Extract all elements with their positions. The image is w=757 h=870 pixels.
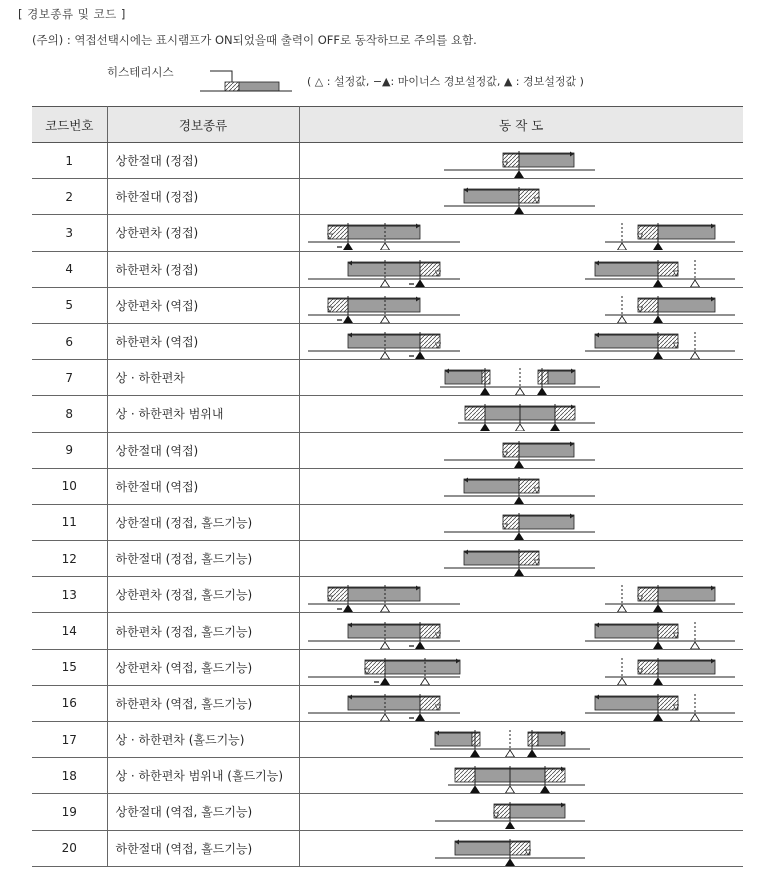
diagram-cell [299,830,743,866]
set-value-triangle-icon [380,243,389,250]
alarm-set-triangle-icon [505,822,514,829]
minus-alarm-set-triangle-icon [415,714,424,721]
alarm-set-triangle-icon [514,171,523,178]
output-on-band [348,624,420,638]
set-value-triangle-icon [380,642,389,649]
minus-alarm-set-triangle-icon [343,605,352,612]
code-cell: 19 [32,794,107,830]
operation-diagram [300,179,744,214]
diagram-cell [299,685,743,721]
alarm-set-triangle-icon [653,243,662,250]
output-on-band [595,262,658,276]
set-value-triangle-icon [690,642,699,649]
header-operation-diagram: 동 작 도 [299,107,743,143]
table-row [32,396,743,432]
operation-diagram [300,758,744,793]
output-on-band [658,298,715,312]
set-value-triangle-icon [690,714,699,721]
table-row [32,323,743,359]
operation-diagram [300,541,744,576]
alarm-type-cell: 상 · 하한편차 [107,360,299,396]
diagram-cell [299,468,743,504]
output-on-band [464,479,519,493]
operation-diagram [300,686,744,721]
table-row [32,251,743,287]
table-row [32,504,743,540]
code-cell: 18 [32,758,107,794]
diagram-cell [299,396,743,432]
set-value-triangle-icon [617,243,626,250]
table-row [32,432,743,468]
alarm-code-table [32,106,743,867]
hysteresis-sample-diagram [0,0,300,100]
set-value-triangle-icon [690,280,699,287]
set-value-triangle-icon [515,388,524,395]
hysteresis-band [465,406,485,420]
alarm-set-triangle-icon [480,388,489,395]
hysteresis-band [455,768,475,782]
operation-diagram [300,505,744,540]
alarm-set-triangle-icon [653,714,662,721]
output-on-band [464,551,519,565]
alarm-type-cell: 하한절대 (정접) [107,179,299,215]
alarm-set-triangle-icon [514,533,523,540]
alarm-type-cell: 하한편차 (정접) [107,251,299,287]
diagram-cell [299,504,743,540]
alarm-type-cell: 상한절대 (정접) [107,143,299,179]
alarm-set-triangle-icon [470,750,479,757]
set-value-triangle-icon [505,750,514,757]
set-value-triangle-icon [505,786,514,793]
alarm-type-cell: 하한편차 (정접, 홀드기능) [107,613,299,649]
minus-alarm-set-triangle-icon [415,280,424,287]
alarm-type-cell: 상 · 하한편차 범위내 (홀드기능) [107,758,299,794]
table-row [32,685,743,721]
operation-diagram [300,396,744,431]
table-row [32,143,743,179]
operation-diagram [300,614,744,649]
output-on-band [510,804,565,818]
code-cell: 13 [32,577,107,613]
alarm-set-triangle-icon [550,424,559,431]
diagram-cell [299,541,743,577]
minus-alarm-set-triangle-icon [415,352,424,359]
alarm-set-triangle-icon [653,678,662,685]
output-on-band [348,298,420,312]
diagram-cell [299,577,743,613]
operation-diagram [300,433,744,468]
code-cell: 12 [32,541,107,577]
alarm-set-triangle-icon [653,352,662,359]
code-cell: 10 [32,468,107,504]
alarm-type-cell: 하한편차 (역접, 홀드기능) [107,685,299,721]
alarm-set-triangle-icon [514,497,523,504]
code-cell: 2 [32,179,107,215]
output-on-band [538,732,565,746]
set-value-triangle-icon [617,678,626,685]
alarm-set-triangle-icon [514,569,523,576]
table-row [32,649,743,685]
diagram-cell [299,613,743,649]
diagram-cell [299,722,743,758]
operation-diagram [300,215,744,250]
output-on-band [658,660,715,674]
alarm-set-triangle-icon [540,786,549,793]
operation-diagram [300,252,744,287]
diagram-cell [299,323,743,359]
set-value-triangle-icon [380,714,389,721]
alarm-set-triangle-icon [653,316,662,323]
alarm-set-triangle-icon [514,207,523,214]
output-on-band [348,587,420,601]
output-on-band [445,370,482,384]
set-value-triangle-icon [380,316,389,323]
set-value-triangle-icon [690,352,699,359]
alarm-type-cell: 상한절대 (역접, 홀드기능) [107,794,299,830]
hysteresis-band [538,370,548,384]
alarm-type-cell: 하한절대 (역접) [107,468,299,504]
operation-diagram [300,831,744,866]
diagram-cell [299,179,743,215]
code-cell: 11 [32,504,107,540]
code-cell: 6 [32,323,107,359]
output-on-band [348,696,420,710]
table-row [32,722,743,758]
output-on-band [519,153,574,167]
alarm-set-triangle-icon [537,388,546,395]
alarm-type-cell: 상한편차 (역접, 홀드기능) [107,649,299,685]
operation-diagram [300,650,744,685]
hysteresis-band [528,732,538,746]
table-row [32,360,743,396]
diagram-cell [299,287,743,323]
alarm-type-cell: 상한절대 (역접) [107,432,299,468]
code-cell: 9 [32,432,107,468]
alarm-set-triangle-icon [653,642,662,649]
output-on-band [595,624,658,638]
table-row [32,468,743,504]
code-cell: 14 [32,613,107,649]
legend: ( △ : 설정값, −▲: 마이너스 경보설정값, ▲ : 경보설정값 ) [307,75,584,88]
caution-note: (주의) : 역접선택시에는 표시램프가 ON되었을때 출력이 OFF로 동작하므로 주의를 요함. [32,33,477,47]
code-cell: 17 [32,722,107,758]
alarm-set-triangle-icon [653,280,662,287]
code-cell: 4 [32,251,107,287]
output-on-band [595,334,658,348]
output-on-band [519,443,574,457]
minus-alarm-set-triangle-icon [343,316,352,323]
minus-alarm-set-triangle-icon [343,243,352,250]
set-value-triangle-icon [380,280,389,287]
hysteresis-band [482,370,490,384]
minus-alarm-set-triangle-icon [415,642,424,649]
code-cell: 7 [32,360,107,396]
table-row [32,577,743,613]
table-row [32,541,743,577]
alarm-type-cell: 상한편차 (역접) [107,287,299,323]
minus-alarm-set-triangle-icon [380,678,389,685]
output-on-band [348,225,420,239]
operation-diagram [300,143,744,178]
alarm-type-cell: 하한편차 (역접) [107,323,299,359]
alarm-set-triangle-icon [527,750,536,757]
table-row [32,215,743,251]
diagram-cell [299,649,743,685]
output-on-band [455,841,510,855]
output-on-band [385,660,460,674]
diagram-cell [299,758,743,794]
code-cell: 15 [32,649,107,685]
operation-diagram [300,288,744,323]
operation-diagram [300,360,744,395]
table-row [32,613,743,649]
alarm-type-cell: 하한절대 (역접, 홀드기능) [107,830,299,866]
table-row [32,179,743,215]
page-title: [ 경보종류 및 코드 ] [18,7,126,21]
operation-diagram [300,324,744,359]
code-cell: 3 [32,215,107,251]
output-on-band [348,262,420,276]
alarm-type-cell: 상 · 하한편차 범위내 [107,396,299,432]
output-on-band [548,370,575,384]
alarm-type-cell: 하한절대 (정접, 홀드기능) [107,541,299,577]
alarm-type-cell: 상한절대 (정접, 홀드기능) [107,504,299,540]
alarm-type-cell: 상 · 하한편차 (홀드기능) [107,722,299,758]
alarm-set-triangle-icon [653,605,662,612]
diagram-cell [299,215,743,251]
operation-diagram [300,722,744,757]
header-code: 코드번호 [32,107,107,143]
code-cell: 5 [32,287,107,323]
operation-diagram [300,469,744,504]
table-row [32,287,743,323]
operation-diagram [300,794,744,829]
diagram-cell [299,251,743,287]
code-cell: 16 [32,685,107,721]
output-on-band [435,732,472,746]
diagram-cell [299,360,743,396]
alarm-type-cell: 상한편차 (정접) [107,215,299,251]
output-on-band [595,696,658,710]
alarm-set-triangle-icon [480,424,489,431]
diagram-cell [299,143,743,179]
output-on-band [464,189,519,203]
set-value-triangle-icon [617,605,626,612]
alarm-set-triangle-icon [514,461,523,468]
table-header-row [32,107,743,143]
set-value-triangle-icon [380,605,389,612]
table-row [32,830,743,866]
output-on-band [658,225,715,239]
set-value-triangle-icon [515,424,524,431]
hysteresis-label: 히스테리시스 [107,65,174,79]
code-cell: 20 [32,830,107,866]
output-on-band [348,334,420,348]
alarm-set-triangle-icon [470,786,479,793]
alarm-type-cell: 상한편차 (정접, 홀드기능) [107,577,299,613]
alarm-set-triangle-icon [505,859,514,866]
header-alarm-type: 경보종류 [107,107,299,143]
hysteresis-band [472,732,480,746]
table-row [32,794,743,830]
output-on-band [519,515,574,529]
diagram-cell [299,432,743,468]
diagram-cell [299,794,743,830]
output-on-band [658,587,715,601]
code-cell: 1 [32,143,107,179]
operation-diagram [300,577,744,612]
set-value-triangle-icon [380,352,389,359]
set-value-triangle-icon [420,678,429,685]
table-row [32,758,743,794]
code-cell: 8 [32,396,107,432]
set-value-triangle-icon [617,316,626,323]
